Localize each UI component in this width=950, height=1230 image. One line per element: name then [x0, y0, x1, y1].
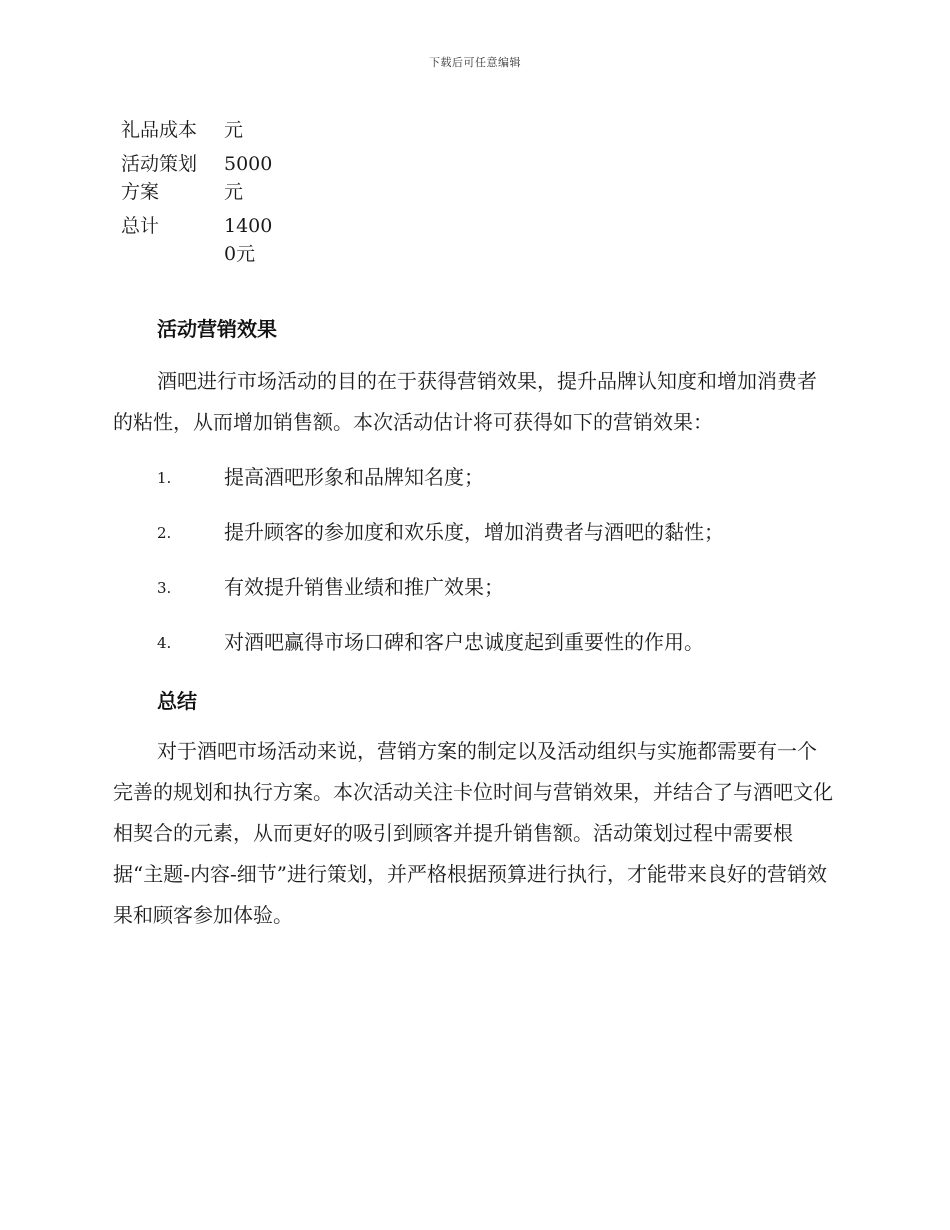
list-item [157, 572, 724, 627]
list-item-text: 提高酒吧形象和品牌知名度； [224, 465, 484, 489]
table-row [121, 212, 276, 274]
budget-item-cell: 总计 [121, 215, 160, 237]
effect-list [157, 462, 724, 682]
budget-table [121, 116, 276, 274]
list-item-number: 3. [157, 579, 172, 597]
section-heading-effect: 活动营销效果 [157, 317, 277, 341]
table-row [121, 150, 276, 212]
budget-item-cell: 活动策划方案 [121, 153, 198, 203]
list-item [157, 517, 724, 572]
budget-amount-cell: 14000元 [224, 215, 273, 265]
page-header: 下载后可任意编辑 [429, 56, 521, 69]
budget-amount-cell: 5000元 [224, 153, 273, 203]
list-item-text: 有效提升销售业绩和推广效果； [224, 575, 504, 599]
summary-paragraph: 对于酒吧市场活动来说，营销方案的制定以及活动组织与实施都需要有一个完善的规划和执行方案。本次活动关注卡位时间与营销效果，并结合了与酒吧文化相契合的元素，从而更好的吸引到顾客并提升销售额。活动策划过程中需要根据“主题-内容-细节”进行策划，并严格根据预算进行执行，才能带来良好的营销效果和顾客参加体验。 [113, 739, 833, 927]
list-item [157, 627, 724, 682]
list-item-text: 提升顾客的参加度和欢乐度，增加消费者与酒吧的黏性； [224, 520, 724, 544]
list-item-text: 对酒吧赢得市场口碑和客户忠诚度起到重要性的作用。 [224, 630, 704, 654]
effect-intro-paragraph: 酒吧进行市场活动的目的在于获得营销效果，提升品牌认知度和增加消费者的粘性，从而增加销售额。本次活动估计将可获得如下的营销效果： [113, 369, 817, 434]
table-row [121, 116, 276, 150]
list-item-number: 2. [157, 524, 172, 542]
list-item [157, 462, 724, 517]
list-item-number: 4. [157, 634, 172, 652]
budget-amount-cell: 元 [224, 119, 244, 141]
section-heading-summary: 总结 [157, 689, 197, 713]
list-item-number: 1. [157, 469, 172, 487]
budget-item-cell: 礼品成本 [121, 119, 198, 141]
